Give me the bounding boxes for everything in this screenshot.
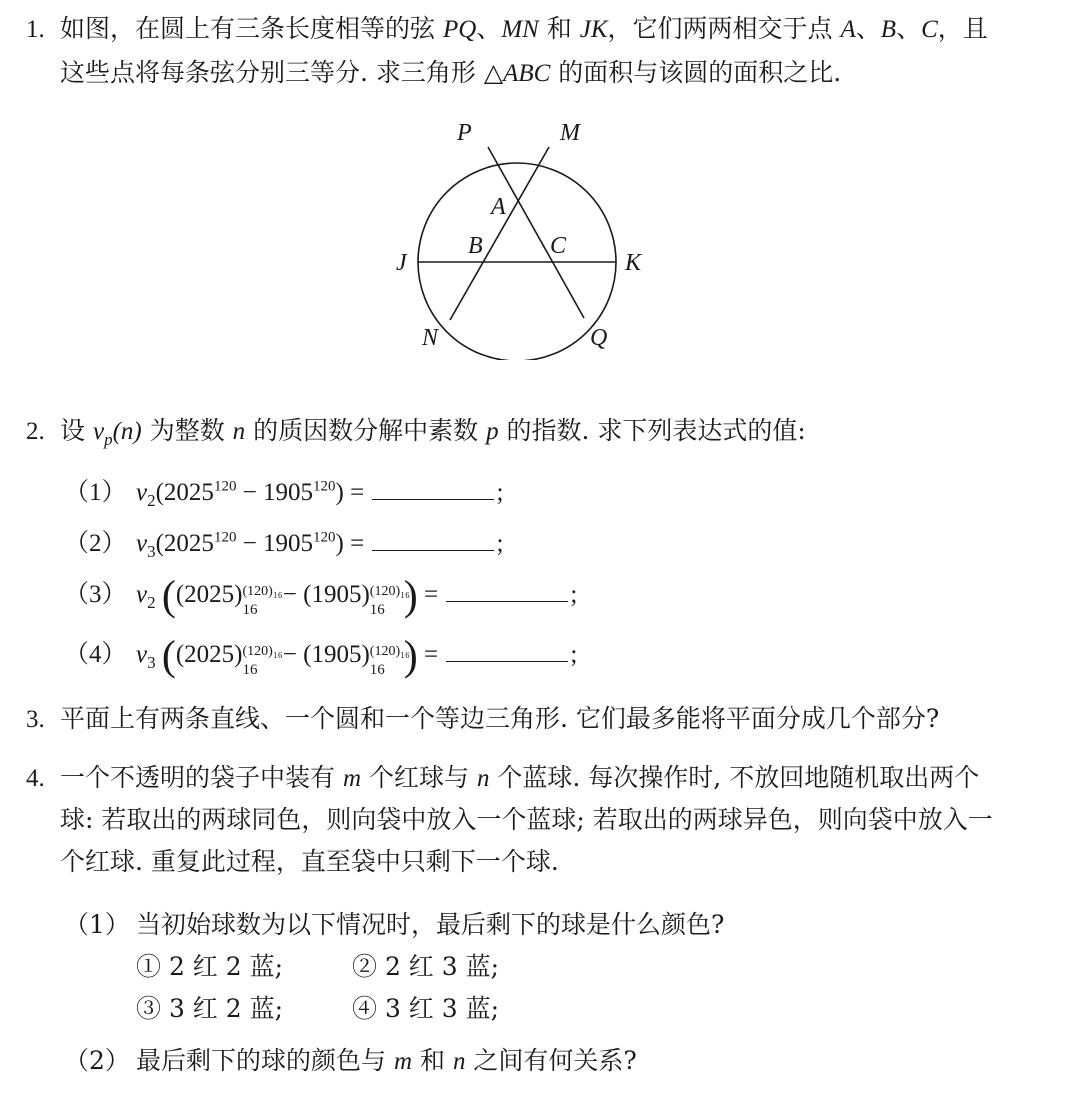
label-q: Q [590,325,608,351]
case-2: ② 2 红 3 蓝; [352,952,500,981]
label-k: K [625,250,642,276]
q2-item-4: （4） $v_3$ ((2025) (120)₁₆ 16 − (1905) (120)₁₆ 16 ) = ; [64,633,578,680]
case-3: ③ 3 红 2 蓝; [136,994,284,1023]
label-a: A [491,194,506,220]
label-b: B [468,233,483,259]
q4-cases-row1 [136,952,499,982]
answer-blank[interactable] [446,583,568,602]
label-j: J [396,250,407,276]
q4-line1: 4. 一个不透明的袋子中装有 m 个红球与 n 个蓝球. 每次操作时, 不放回地随机取出两个 [26,763,980,792]
q2-line1: 2. 设 $v_p(n)$ 为整数 n 的质因数分解中素数 p 的指数. 求下列表达式的值: [26,416,806,449]
q4-sub1: （1） 当初始球数为以下情况时，最后剩下的球是什么颜色? [64,910,725,939]
q4-sub2: （2） 最后剩下的球的颜色与 m 和 n 之间有何关系? [64,1046,637,1075]
q4-number: 4. [26,765,45,792]
q3-line: 3. 平面上有两条直线、一个圆和一个等边三角形. 它们最多能将平面分成几个部分? [26,704,940,733]
label-m: M [560,120,580,146]
label-n: N [422,325,439,351]
answer-blank[interactable] [446,643,568,662]
q4-line3: 个红球. 重复此过程，直至袋中只剩下一个球. [60,847,559,876]
answer-blank[interactable] [372,481,494,500]
q1-line2: 这些点将每条弦分别三等分. 求三角形 △ABC 的面积与该圆的面积之比. [60,58,842,87]
q3-number: 3. [26,706,45,733]
label-p: P [457,120,472,146]
label-c: C [550,233,567,259]
chord-mn-line [450,147,549,320]
case-4: ④ 3 红 3 蓝; [352,994,500,1023]
chord-jk: JK [579,16,608,43]
q1-number: 1. [26,16,45,43]
answer-blank[interactable] [372,532,494,551]
case-1: ① 2 红 2 蓝; [136,952,284,981]
q2-item-2: （2） $v_3(2025^{120} - 1905^{120})$ = ; [64,529,504,561]
q4-cases-row2 [136,994,499,1024]
chord-mn: MN [501,16,539,43]
q1-line1: 1. 如图，在圆上有三条长度相等的弦 PQ、MN 和 JK，它们两两相交于点 A、B、C，且 [26,14,988,43]
chord-pq-line [488,147,584,318]
q2-number: 2. [26,418,45,445]
q2-item-1: （1） $v_2(2025^{120} - 1905^{120})$ = ; [64,478,504,510]
q2-item-3: （3） $v_2$ ((2025) (120)₁₆ 16 − (1905) (120)₁₆ 16 ) = ; [64,573,578,620]
triangle-abc: △ABC [483,60,551,87]
chord-pq: PQ [442,16,477,43]
circle-chords-figure [380,110,660,360]
q4-line2: 球: 若取出的两球同色，则向袋中放入一个蓝球; 若取出的两球异色，则向袋中放入一 [60,805,993,834]
